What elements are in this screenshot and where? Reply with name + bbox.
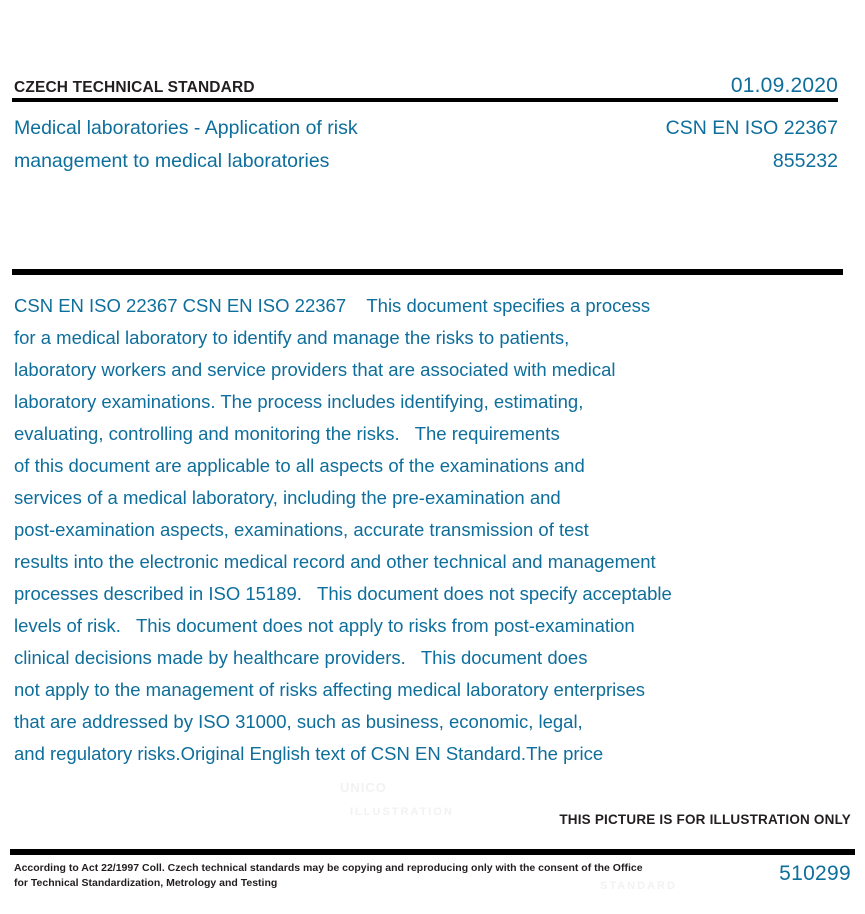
title-block	[14, 112, 838, 178]
abstract-line: clinical decisions made by healthcare providers. This document does	[14, 647, 588, 668]
document-title	[14, 112, 358, 178]
abstract-line: post-examination aspects, examinations, accurate transmission of test	[14, 519, 589, 540]
copyright-notice	[14, 861, 643, 891]
abstract-line: not apply to the management of risks affecting medical laboratory enterprises	[14, 679, 646, 700]
abstract-line: results into the electronic medical record and other technical and management	[14, 551, 656, 572]
copyright-notice-line: According to Act 22/1997 Coll. Czech technical standards may be copying and reproducing only with the consent of the Office	[14, 862, 643, 874]
header-divider-rule	[12, 98, 838, 102]
standard-number: 855232	[772, 150, 838, 172]
abstract-line: CSN EN ISO 22367 CSN EN ISO 22367 This document specifies a process	[14, 295, 651, 316]
watermark-ghost: ILLUSTRATION	[350, 806, 454, 818]
document-header	[14, 74, 838, 98]
abstract-line: and regulatory risks.Original English text of CSN EN Standard.The price	[14, 743, 604, 764]
standard-code: CSN EN ISO 22367	[665, 117, 838, 139]
abstract-line: of this document are applicable to all aspects of the examinations and	[14, 455, 585, 476]
copyright-notice-line: for Technical Standardization, Metrology and Testing	[14, 877, 278, 889]
document-footer	[14, 861, 851, 891]
illustration-only-notice: THIS PICTURE IS FOR ILLUSTRATION ONLY	[559, 812, 851, 827]
watermark-ghost: STANDARD	[600, 880, 677, 892]
abstract-line: processes described in ISO 15189. This document does not specify acceptable	[14, 583, 672, 604]
abstract-line: laboratory workers and service providers that are associated with medical	[14, 359, 616, 380]
abstract-body	[14, 290, 850, 770]
watermark-ghost: UNICO	[340, 780, 387, 795]
abstract-line: levels of risk. This document does not apply to risks from post-examination	[14, 615, 635, 636]
standard-identifiers	[666, 112, 838, 178]
document-kicker: CZECH TECHNICAL STANDARD	[14, 79, 255, 96]
issue-date: 01.09.2020	[730, 74, 838, 97]
abstract-line: evaluating, controlling and monitoring the risks. The requirements	[14, 423, 560, 444]
abstract-line: laboratory examinations. The process includes identifying, estimating,	[14, 391, 584, 412]
abstract-line: for a medical laboratory to identify and manage the risks to patients,	[14, 327, 570, 348]
page-title-line: management to medical laboratories	[14, 150, 330, 172]
page-title-line: Medical laboratories - Application of risk	[14, 117, 358, 139]
abstract-line: that are addressed by ISO 31000, such as business, economic, legal,	[14, 711, 583, 732]
abstract-line: services of a medical laboratory, including the pre-examination and	[14, 487, 561, 508]
abstract-divider-rule	[12, 269, 843, 275]
catalog-number: 510299	[779, 862, 851, 885]
footer-divider-rule	[10, 849, 855, 855]
